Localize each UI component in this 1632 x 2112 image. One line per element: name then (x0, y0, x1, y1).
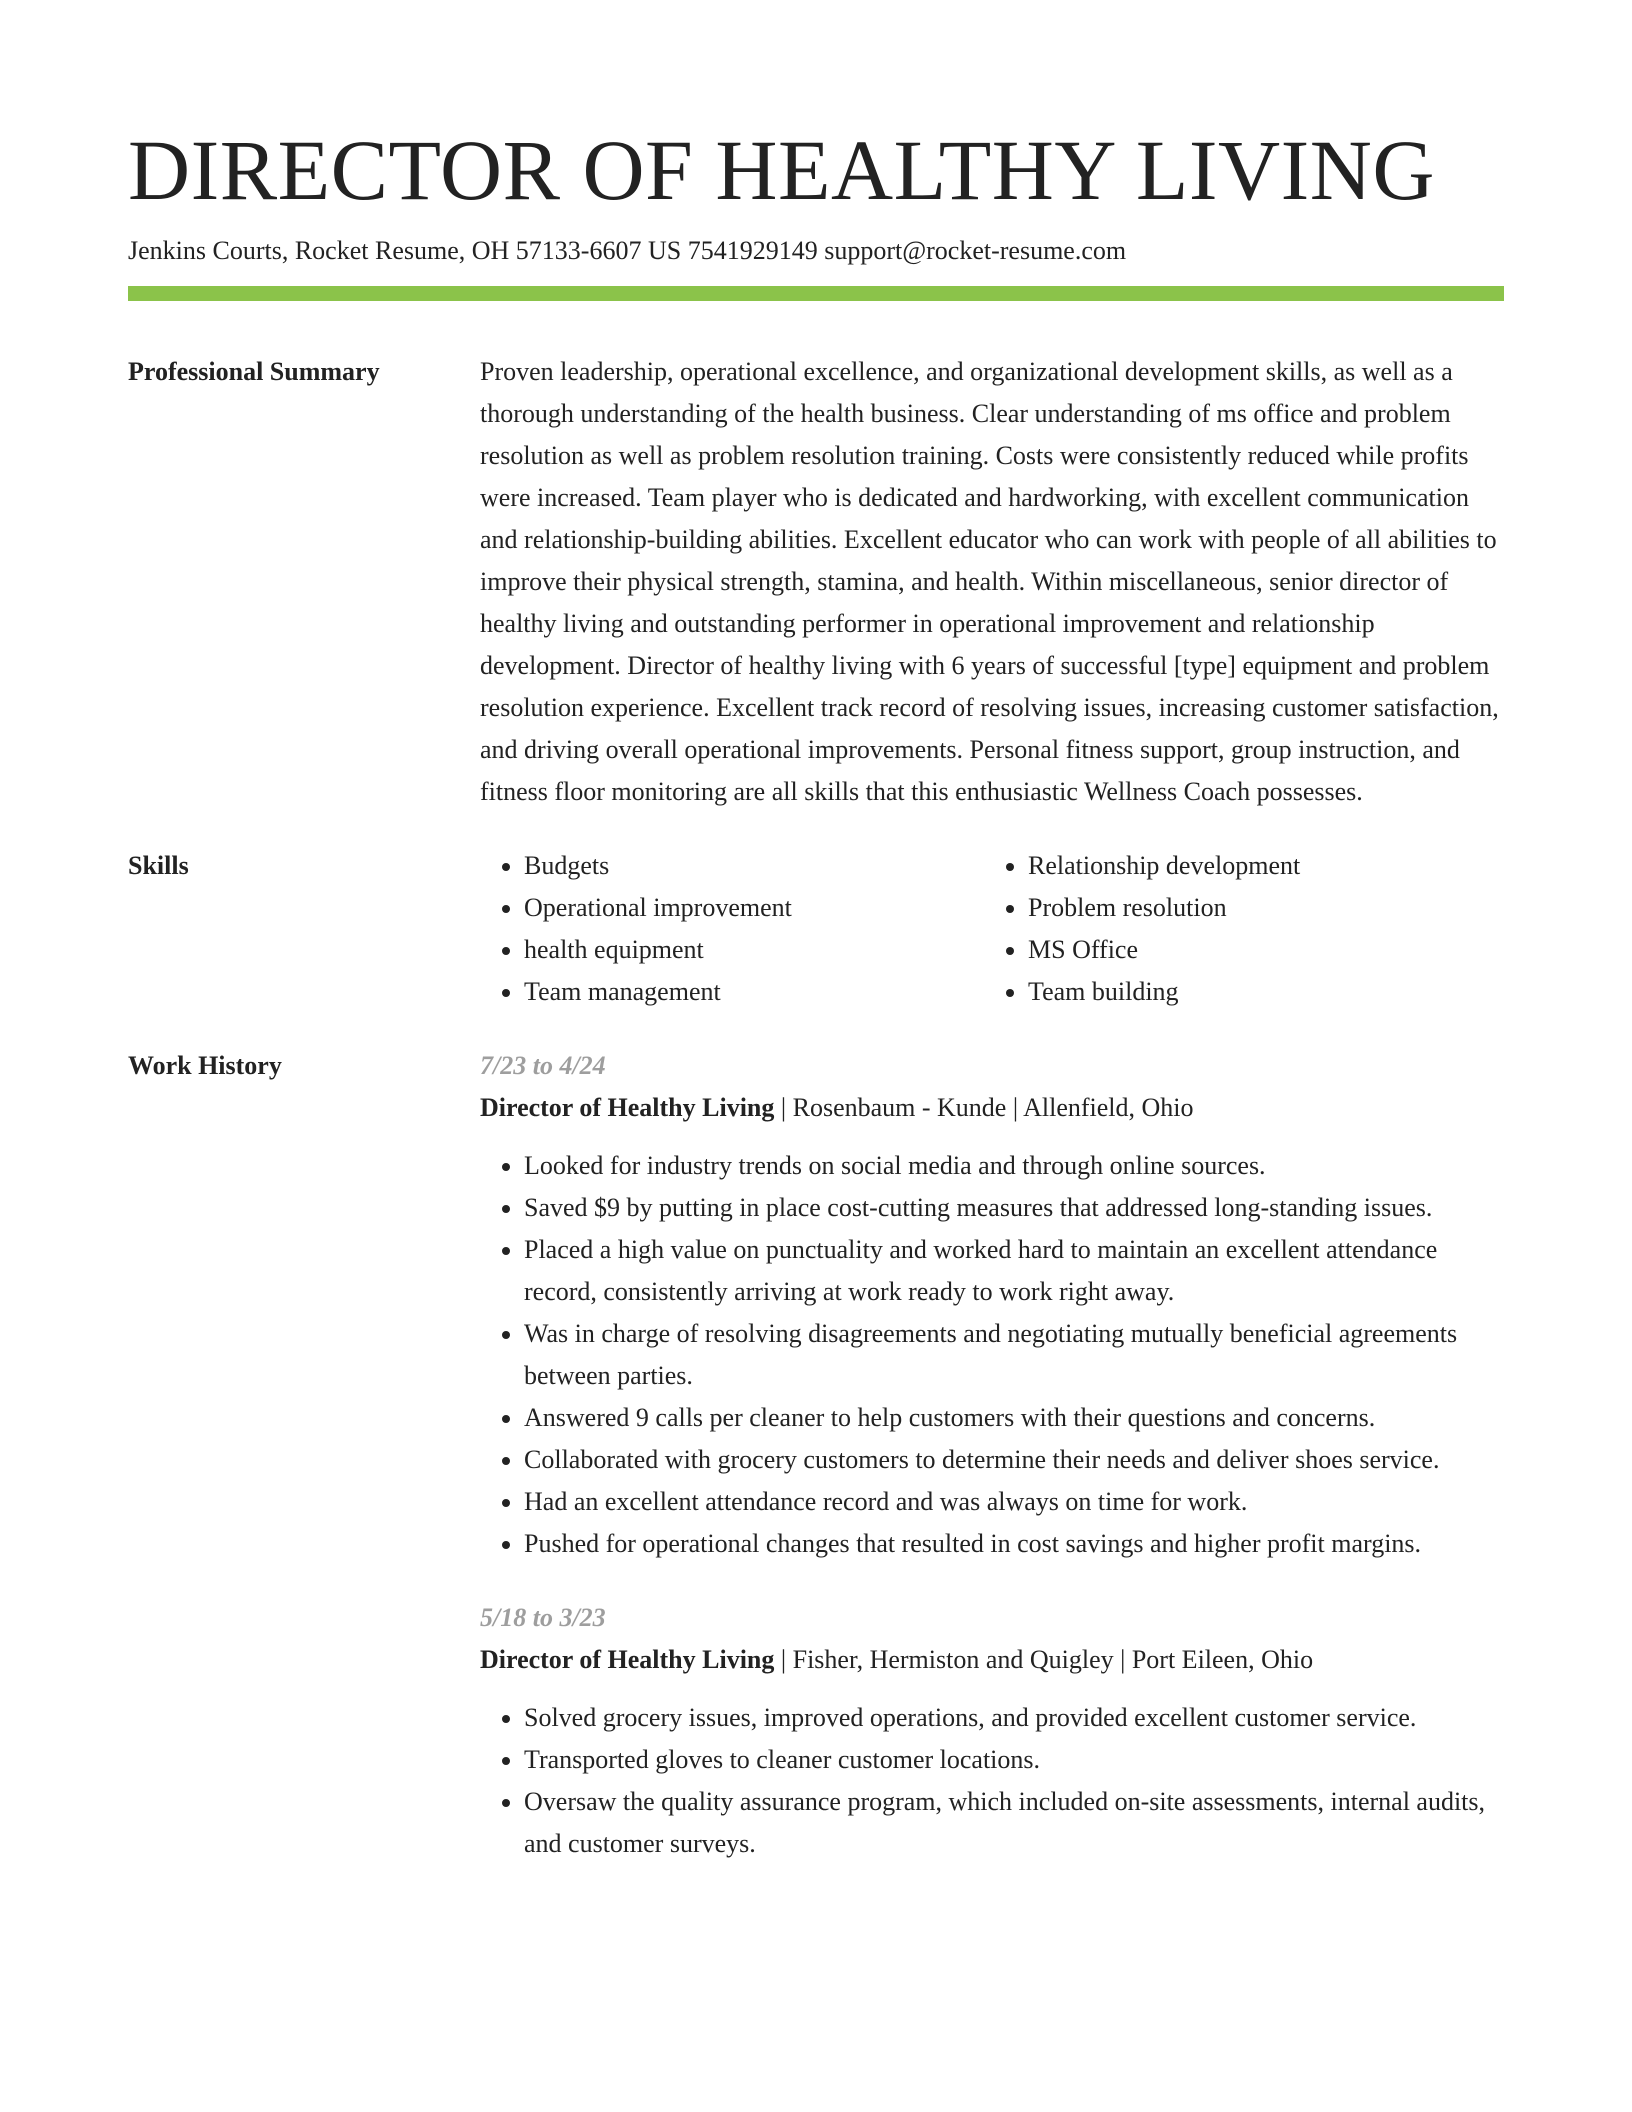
skills-columns (480, 845, 1504, 1013)
job-title: Director of Healthy Living (480, 1645, 775, 1674)
job-bullet: • Collaborated with grocery customers to determine their needs and deliver shoes service. (524, 1439, 1504, 1481)
job-bullet: • Pushed for operational changes that resulted in cost savings and higher profit margins. (524, 1523, 1504, 1565)
skills-list-left (480, 845, 984, 1013)
section-title-skills: Skills (128, 851, 189, 880)
job-heading (480, 1087, 1504, 1129)
job-heading (480, 1639, 1504, 1681)
job-bullet: • Answered 9 calls per cleaner to help customers with their questions and concerns. (524, 1397, 1504, 1439)
job-entry (480, 1597, 1504, 1865)
job-bullet: • Solved grocery issues, improved operations, and provided excellent customer service. (524, 1697, 1504, 1739)
summary-section (128, 351, 1504, 813)
skill-item: • Problem resolution (1028, 887, 1300, 929)
accent-divider (128, 286, 1504, 301)
job-bullet: • Looked for industry trends on social media and through online sources. (524, 1145, 1504, 1187)
job-bullets (480, 1697, 1504, 1865)
job-bullet: • Had an excellent attendance record and was always on time for work. (524, 1481, 1504, 1523)
job-details: | Rosenbaum - Kunde | Allenfield, Ohio (774, 1093, 1194, 1122)
job-dates: 7/23 to 4/24 (480, 1051, 606, 1080)
section-title-summary: Professional Summary (128, 357, 380, 386)
skill-item: • Operational improvement (524, 887, 984, 929)
resume-name: DIRECTOR OF HEALTHY LIVING (128, 122, 1435, 218)
work-history-body (480, 1045, 1504, 1865)
skill-item: • Team management (524, 971, 984, 1013)
skill-item: • Team building (1028, 971, 1300, 1013)
skill-item: • Relationship development (1028, 845, 1300, 887)
skills-section (128, 845, 1504, 1013)
job-bullet: • Was in charge of resolving disagreements and negotiating mutually beneficial agreements between parties. (524, 1313, 1504, 1397)
job-bullets (480, 1145, 1504, 1565)
job-title: Director of Healthy Living (480, 1093, 775, 1122)
skills-list-right (984, 845, 1300, 1013)
skill-item: • MS Office (1028, 929, 1300, 971)
summary-text: Proven leadership, operational excellence, and organizational development skills, as well as a thorough understanding of the health business. Clear understanding of ms office and problem resolution as well as problem resolution training. Costs were consistently reduced while profits were increased. Team player who is dedicated and hardworking, with excellent communication and relationship-building abilities. Excellent educator who can work with people of all abilities to improve their physical strength, stamina, and health. Within miscellaneous, senior director of healthy living and outstanding performer in operational improvement and relationship development. Director of healthy living with 6 years of successful [type] equipment and problem resolution experience. Excellent track record of resolving issues, increasing customer satisfaction, and driving overall operational improvements. Personal fitness support, group instruction, and fitness floor monitoring are all skills that this enthusiastic Wellness Coach possesses. (480, 357, 1499, 806)
work-history-section (128, 1045, 1504, 1865)
job-dates: 5/18 to 3/23 (480, 1603, 606, 1632)
job-entry (480, 1045, 1504, 1565)
job-bullet: • Placed a high value on punctuality and worked hard to maintain an excellent attendance record, consistently arriving at work ready to work right away. (524, 1229, 1504, 1313)
job-details: | Fisher, Hermiston and Quigley | Port Eileen, Ohio (774, 1645, 1314, 1674)
job-bullet: • Oversaw the quality assurance program, which included on-site assessments, internal audits, and customer surveys. (524, 1781, 1504, 1865)
job-bullet: • Saved $9 by putting in place cost-cutting measures that addressed long-standing issues. (524, 1187, 1504, 1229)
job-bullet: • Transported gloves to cleaner customer locations. (524, 1739, 1504, 1781)
section-title-work-history: Work History (128, 1051, 282, 1080)
skill-item: • Budgets (524, 845, 984, 887)
contact-line: Jenkins Courts, Rocket Resume, OH 57133-6607 US 7541929149 support@rocket-resume.com (128, 236, 1127, 265)
resume-page (128, 118, 1504, 1865)
skill-item: • health equipment (524, 929, 984, 971)
